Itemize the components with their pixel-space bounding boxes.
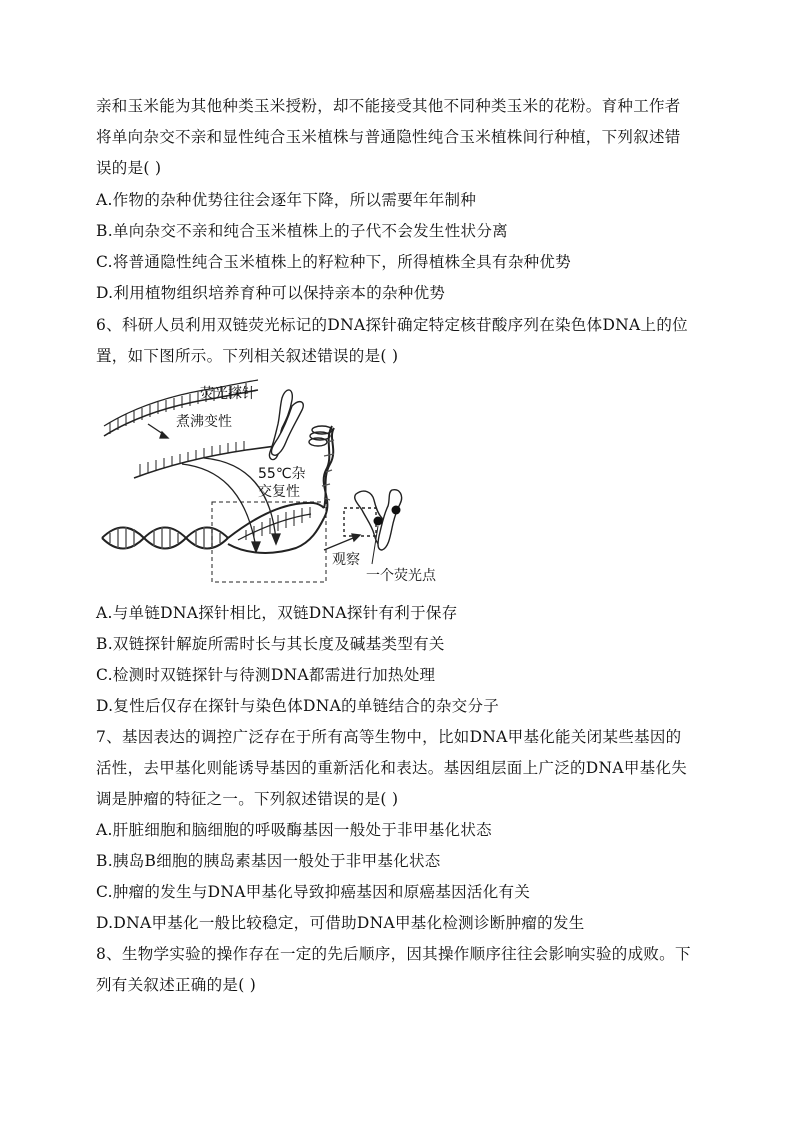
label-observe: 观察 xyxy=(332,552,360,568)
probe-strand-denatured xyxy=(134,441,276,478)
q5-option-c: C.将普通隐性纯合玉米植株上的籽粒种下，所得植株全具有杂种优势 xyxy=(96,253,572,271)
q7-option-c: C.肿瘤的发生与DNA甲基化导致抑癌基因和原癌基因活化有关 xyxy=(96,883,531,901)
q7-option-b: B.胰岛B细胞的胰岛素基因一般处于非甲基化状态 xyxy=(96,852,441,870)
label-hybridize-line-2: 交复性 xyxy=(258,484,300,500)
q7-text-line-2: 活性，去甲基化则能诱导基因的重新活化和表达。基因组层面上广泛的DNA甲基化失 xyxy=(96,759,688,777)
label-boil-denature: 煮沸变性 xyxy=(176,414,232,430)
dna-probe-figure xyxy=(96,378,476,590)
q5-text-line-1: 亲和玉米能为其他种类玉米授粉，却不能接受其他不同种类玉米的花粉。育种工作者 xyxy=(96,97,681,115)
fluorescent-spot-icon xyxy=(374,517,383,526)
q8-text-line-2: 列有关叙述正确的是( ) xyxy=(96,976,257,994)
q5-text-line-2: 将单向杂交不亲和显性纯合玉米植株与普通隐性纯合玉米植株间行种植，下列叙述错 xyxy=(96,128,681,146)
fluorescent-spot-icon xyxy=(392,506,401,515)
q7-text-line-1: 7、基因表达的调控广泛存在于所有高等生物中，比如DNA甲基化能关闭某些基因的 xyxy=(96,728,682,746)
q5-option-a: A.作物的杂种优势往往会逐年下降，所以需要年年制种 xyxy=(96,191,477,209)
q5-option-d: D.利用植物组织培养育种可以保持亲本的杂种优势 xyxy=(96,284,446,302)
q7-option-a: A.肝脏细胞和脑细胞的呼吸酶基因一般处于非甲基化状态 xyxy=(96,821,492,839)
q5-text-line-3: 误的是( ) xyxy=(96,159,162,177)
q8-text-line-1: 8、生物学实验的操作存在一定的先后顺序，因其操作顺序往往会影响实验的成败。下 xyxy=(96,945,691,963)
chromosome-dna-helix xyxy=(102,426,334,582)
chromosome-icon-top xyxy=(269,390,303,460)
q7-text-line-3: 调是肿瘤的特征之一。下列叙述错误的是( ) xyxy=(96,790,399,808)
q6-text-line-2: 置，如下图所示。下列相关叙述错误的是( ) xyxy=(96,347,399,365)
q6-option-b: B.双链探针解旋所需时长与其长度及碱基类型有关 xyxy=(96,635,445,653)
label-hybridize-line-1: 55℃杂 xyxy=(258,466,306,482)
q7-option-d: D.DNA甲基化一般比较稳定，可借助DNA甲基化检测诊断肿瘤的发生 xyxy=(96,914,585,932)
label-fluorescent-probe: 荧光探针 xyxy=(200,386,256,402)
q6-option-c: C.检测时双链探针与待测DNA都需进行加热处理 xyxy=(96,666,436,684)
q5-option-b: B.单向杂交不亲和纯合玉米植株上的子代不会发生性状分离 xyxy=(96,222,508,240)
q6-text-line-1: 6、科研人员利用双链荧光标记的DNA探针确定特定核苷酸序列在染色体DNA上的位 xyxy=(96,316,688,334)
q6-option-a: A.与单链DNA探针相比，双链DNA探针有利于保存 xyxy=(96,604,458,622)
observed-chromosome xyxy=(344,490,402,550)
label-fluorescent-spot: 一个荧光点 xyxy=(366,568,436,584)
q6-option-d: D.复性后仅存在探针与染色体DNA的单链结合的杂交分子 xyxy=(96,697,500,715)
